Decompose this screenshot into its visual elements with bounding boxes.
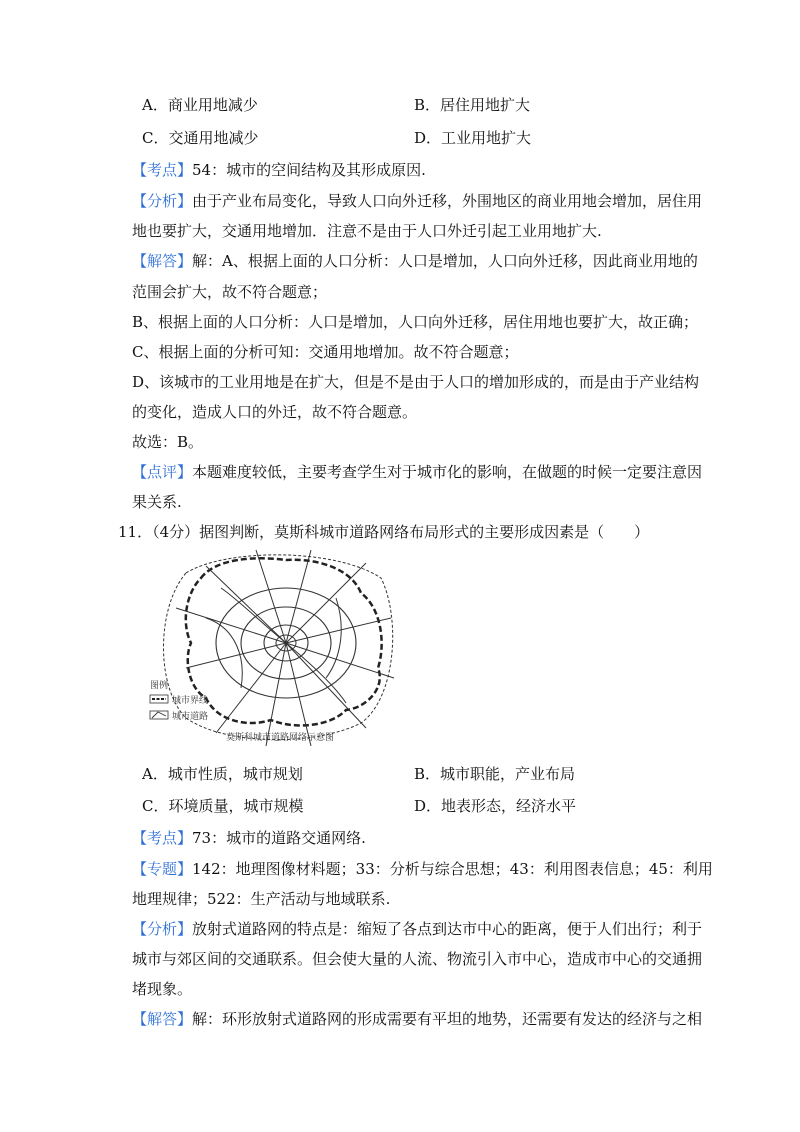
q11-zhuanti-line-2: 地理规律；522：生产活动与地域联系. [132, 890, 391, 908]
kaodian-tag: 【考点】 [132, 161, 193, 179]
q11-jieda-line-1: 【解答】解：环形放射式道路网的形成需要有平坦的地势，还需要有发达的经济与之相 [132, 1010, 703, 1028]
q11-kaodian-line: 【考点】73：城市的道路交通网络. [132, 829, 366, 847]
legend-boundary-label: 城市界线 [172, 696, 209, 706]
q11-option-c: C．环境质量，城市规模 [142, 797, 304, 815]
q11-option-d: D．地表形态，经济水平 [414, 797, 577, 815]
q11-kaodian-tag: 【考点】 [132, 829, 193, 847]
jieda-line-4: C、根据上面的分析可知：交通用地增加。故不符合题意； [132, 343, 519, 361]
q11-fenxi-tag: 【分析】 [132, 920, 193, 938]
kaodian-line: 【考点】54：城市的空间结构及其形成原因. [132, 161, 426, 179]
q11-fenxi-line-2: 城市与郊区间的交通联系。但会使大量的人流、物流引入市中心，造成市中心的交通拥 [132, 950, 703, 968]
jieda-line-3: B、根据上面的人口分析：人口是增加，人口向外迁移，居住用地也要扩大，故正确； [132, 313, 699, 331]
dianping-line-1: 【点评】本题难度较低，主要考查学生对于城市化的影响，在做题的时候一定要注意因 [132, 463, 703, 481]
moscow-road-map-figure [146, 548, 396, 748]
legend-boundary-symbol [150, 695, 168, 703]
jieda-line-6: 的变化，造成人口的外迁，故不符合题意。 [132, 403, 418, 421]
q11-jieda-tag: 【解答】 [132, 1010, 193, 1028]
dianping-tag: 【点评】 [132, 463, 193, 481]
q11-zhuanti-line-1: 【专题】142：地理图像材料题；33：分析与综合思想；43：利用图表信息；45：利用 [132, 860, 713, 878]
q11-option-b: B．城市职能，产业布局 [414, 765, 576, 783]
fenxi-line-2: 地也要扩大，交通用地增加．注意不是由于人口外迁引起工业用地扩大. [132, 222, 602, 240]
legend-road-label: 城市道路 [172, 712, 209, 722]
q11-zhuanti-tag: 【专题】 [132, 860, 193, 878]
jieda-tag: 【解答】 [132, 252, 193, 270]
jieda-line-2: 范围会扩大，故不符合题意； [132, 283, 328, 301]
fenxi-line-1: 【分析】由于产业布局变化，导致人口向外迁移，外围地区的商业用地会增加，居住用 [132, 192, 703, 210]
legend-title: 图例 [150, 681, 169, 691]
figure-caption: 莫斯科城市道路网络示意图 [226, 733, 335, 743]
jieda-line-1: 【解答】解：A、根据上面的人口分析：人口是增加，人口向外迁移，因此商业用地的 [132, 252, 698, 270]
jieda-line-7: 故选：B。 [132, 433, 204, 451]
q11-option-a: A．城市性质，城市规划 [142, 765, 303, 783]
jieda-line-5: D、该城市的工业用地是在扩大，但是不是由于人口的增加形成的，而是由于产业结构 [132, 373, 700, 391]
option-a: A．商业用地减少 [142, 96, 258, 114]
dianping-line-2: 果关系. [132, 493, 182, 511]
q11-fenxi-line-1: 【分析】放射式道路网的特点是：缩短了各点到达市中心的距离，便于人们出行；利于 [132, 920, 703, 938]
question-11-stem: 11．（4分）据图判断，莫斯科城市道路网络布局形式的主要形成因素是（ ） [118, 523, 650, 541]
q11-fenxi-line-3: 堵现象。 [132, 980, 193, 998]
option-c: C．交通用地减少 [142, 129, 259, 147]
fenxi-tag: 【分析】 [132, 192, 193, 210]
legend-road-symbol [150, 711, 168, 719]
option-d: D．工业用地扩大 [414, 129, 532, 147]
radial-roads [176, 550, 394, 746]
option-b: B．居住用地扩大 [414, 96, 531, 114]
